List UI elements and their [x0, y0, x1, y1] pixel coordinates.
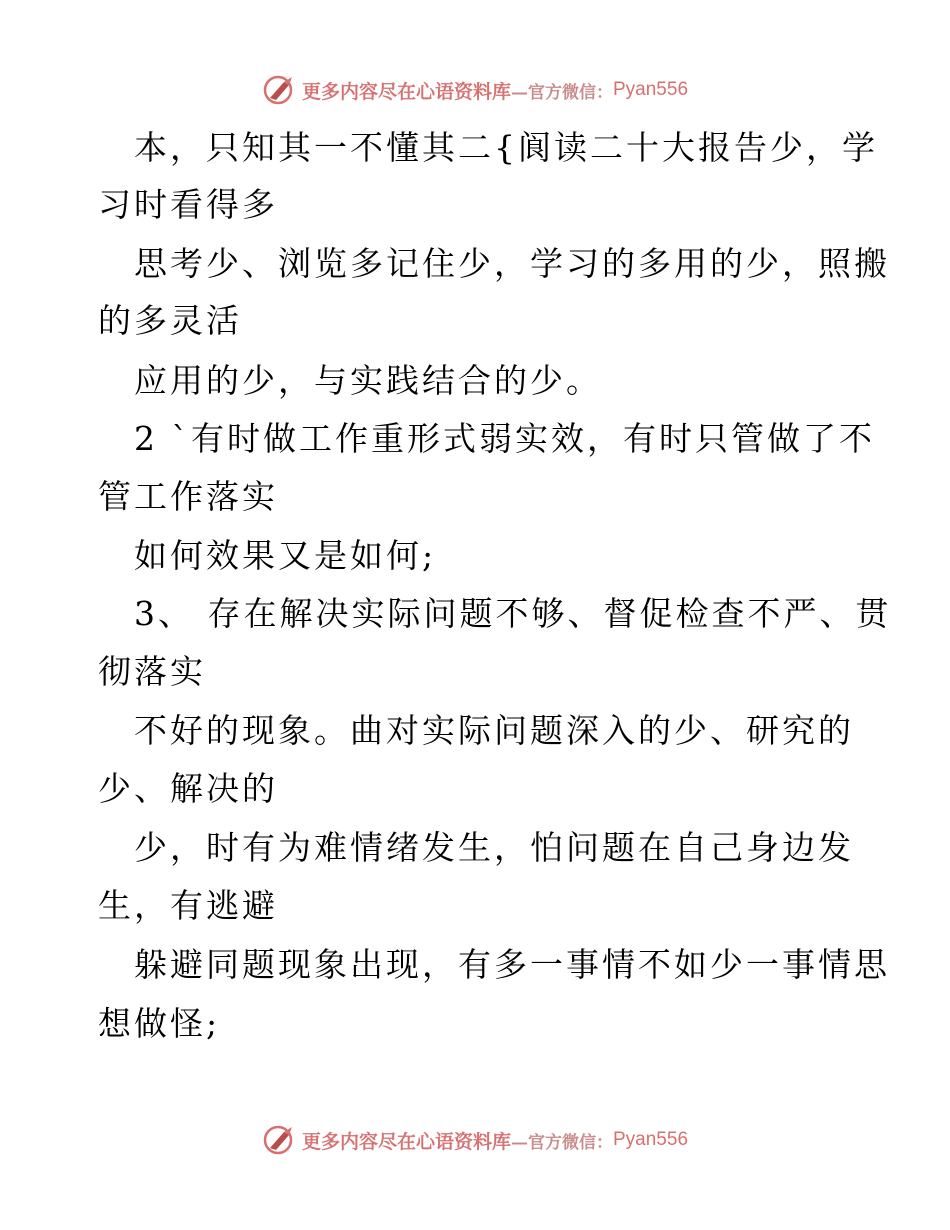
text-line: 管工作落实 — [98, 477, 278, 516]
text-line: 应用的少，与实践结合的少。 — [134, 361, 602, 400]
text-line: 习时看得多 — [98, 185, 278, 224]
banner-wechat-id: Pyan556 — [613, 79, 689, 100]
banner-title: 更多内容尽在心语资料库 — [301, 1130, 511, 1153]
footer-banner — [0, 1124, 950, 1156]
text-line: 想做怪; — [98, 1004, 221, 1043]
header-banner — [0, 74, 950, 106]
text-line: 不好的现象。曲对实际问题深入的少、研究的 — [134, 711, 854, 750]
text-line: 2 `有时做工作重形式弱实效，有时只管做了不 — [134, 419, 875, 458]
banner-wechat-label: —官方微信： — [511, 82, 613, 103]
text-line: 彻落实 — [98, 652, 206, 691]
text-line: 的多灵活 — [98, 301, 242, 340]
banner-wechat-label: —官方微信： — [511, 1132, 613, 1153]
text-line: 少、解决的 — [98, 769, 278, 808]
text-line: 生，有逃避 — [98, 886, 278, 925]
text-line: 3、 存在解决实际问题不够、督促检查不严、贯 — [134, 594, 892, 633]
text-line: 少，时有为难情绪发生，怕问题在自己身边发 — [134, 828, 854, 867]
text-line: 躲避同题现象出现，有多一事情不如少一事情思 — [134, 945, 890, 984]
banner-title: 更多内容尽在心语资料库 — [301, 80, 511, 103]
text-line: 思考少、浏览多记住少，学习的多用的少，照搬 — [134, 244, 890, 283]
text-line: 如何效果又是如何; — [134, 536, 437, 575]
banner-wechat-id: Pyan556 — [613, 1129, 689, 1150]
text-line: 本，只知其一不懂其二{阆读二十大报告少，学 — [134, 128, 878, 167]
pen-nib-circle-icon — [262, 1124, 298, 1156]
banner-content — [262, 74, 688, 106]
pen-nib-circle-icon — [262, 74, 298, 106]
banner-content — [262, 1124, 688, 1156]
